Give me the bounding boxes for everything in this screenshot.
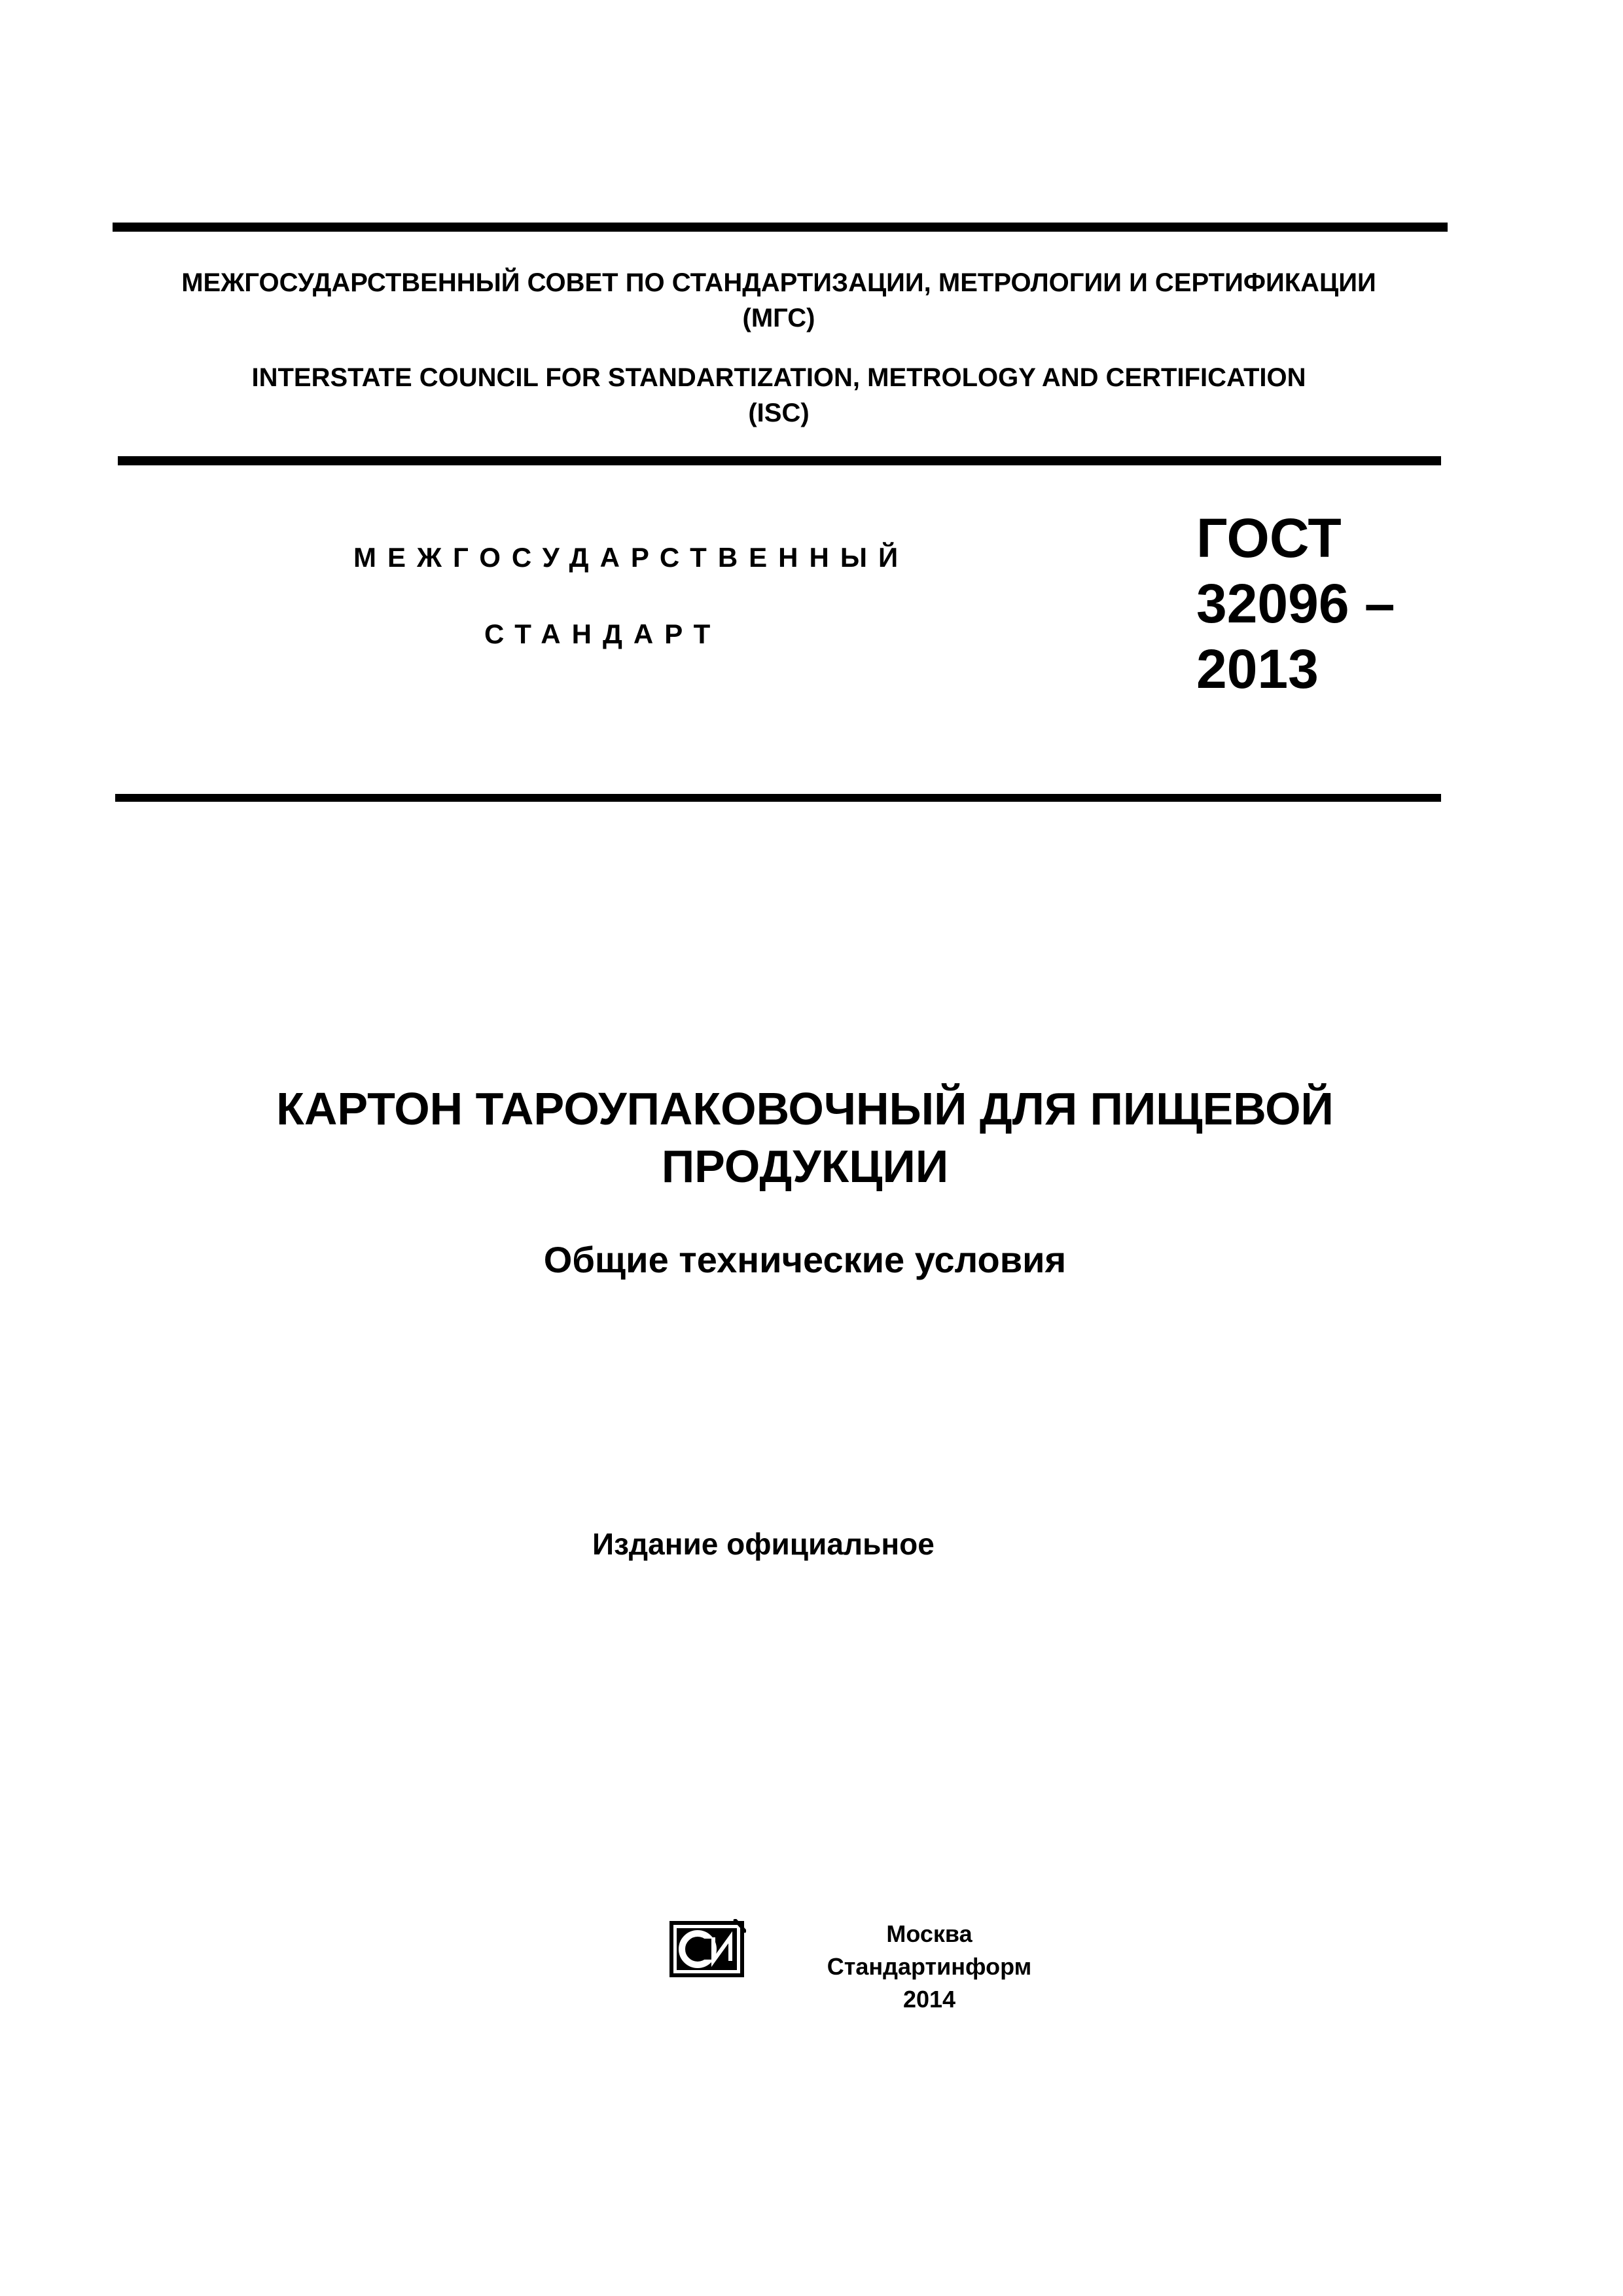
edition-label: Издание официальное bbox=[592, 1527, 935, 1561]
imprint-publisher: Стандартинформ bbox=[827, 1953, 1032, 1980]
council-abbr-en: (ISC) bbox=[748, 399, 810, 427]
imprint-block bbox=[785, 1918, 1073, 2016]
council-abbr-ru: (МГС) bbox=[742, 304, 815, 332]
document-subtitle: Общие технические условия bbox=[543, 1239, 1067, 1280]
imprint-year: 2014 bbox=[902, 1986, 956, 2013]
council-name-ru bbox=[105, 265, 1453, 336]
gost-year: 2013 bbox=[1196, 638, 1319, 700]
middle-rule bbox=[118, 456, 1441, 465]
council-name-en-text: INTERSTATE COUNCIL FOR STANDARTIZATION, METROLOGY AND CERTIFICATION bbox=[251, 363, 1306, 392]
council-name-ru-text: МЕЖГОСУДАРСТВЕННЫЙ СОВЕТ ПО СТАНДАРТИЗАЦИИ, МЕТРОЛОГИИ И СЕРТИФИКАЦИИ bbox=[181, 268, 1376, 297]
gost-number: 32096 – bbox=[1196, 573, 1395, 634]
bottom-rule bbox=[115, 794, 1441, 802]
document-title bbox=[131, 1080, 1479, 1195]
imprint-city: Москва bbox=[886, 1920, 972, 1947]
standartinform-logo-icon bbox=[668, 1919, 746, 1979]
top-rule bbox=[113, 223, 1448, 232]
document-title-line-2: ПРОДУКЦИИ bbox=[661, 1141, 949, 1192]
gost-designation bbox=[1196, 505, 1395, 702]
gost-label: ГОСТ bbox=[1196, 507, 1342, 569]
standard-type-word-2: СТАНДАРТ bbox=[484, 619, 722, 649]
standard-type-word-1: МЕЖГОСУДАРСТВЕННЫЙ bbox=[353, 542, 910, 573]
document-title-line-1: КАРТОН ТАРОУПАКОВОЧНЫЙ ДЛЯ ПИЩЕВОЙ bbox=[276, 1083, 1334, 1134]
council-name-en bbox=[105, 360, 1453, 431]
